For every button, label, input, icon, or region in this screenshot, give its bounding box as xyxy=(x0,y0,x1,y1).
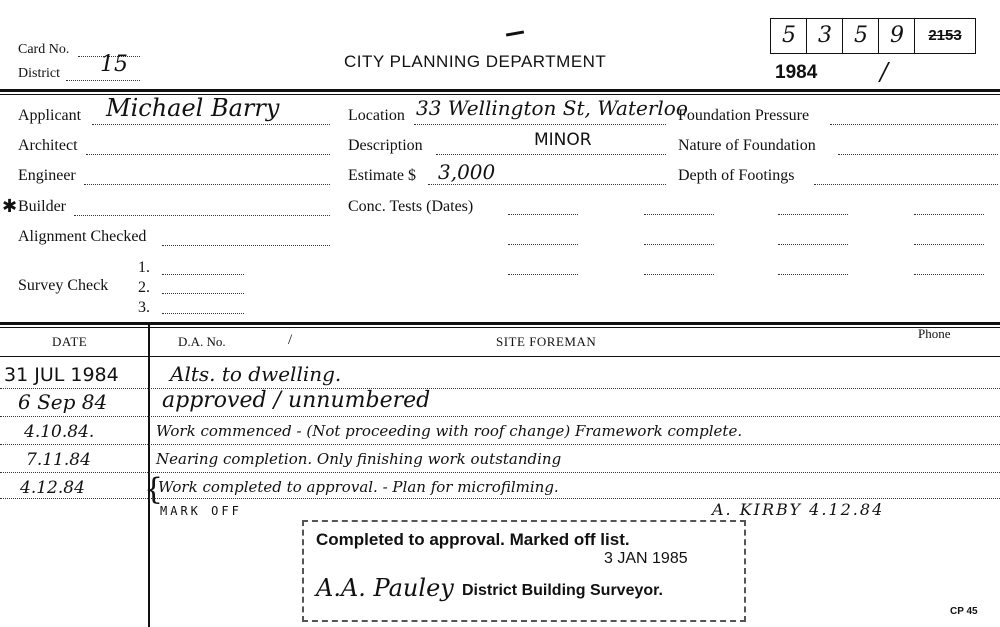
depth-footings-line xyxy=(814,184,998,185)
form-code: CP 45 xyxy=(950,606,978,617)
da-no-header: D.A. No. xyxy=(178,334,226,349)
log-text-4: Nearing completion. Only finishing work outstanding xyxy=(156,450,562,468)
location-label: Location xyxy=(348,107,405,124)
log-date-2: 6 Sep 84 xyxy=(18,390,108,414)
year: 1984 xyxy=(775,62,818,83)
header-mark xyxy=(506,30,524,36)
log-top-rule-thin xyxy=(0,327,1000,328)
log-brace: { xyxy=(144,472,164,507)
architect-label: Architect xyxy=(18,137,78,154)
estimate-line xyxy=(428,184,666,185)
conc-line-r2c2 xyxy=(644,244,714,245)
conc-line-r1c4 xyxy=(914,214,984,215)
number-box-5: 2153 xyxy=(914,18,976,54)
number-box-1: 5 xyxy=(770,18,807,54)
conc-line-r3c4 xyxy=(914,274,984,275)
survey-line-3 xyxy=(162,313,244,314)
foundation-pressure-label: Foundation Pressure xyxy=(678,107,810,124)
description-label: Description xyxy=(348,137,423,154)
description-value: MINOR xyxy=(534,130,592,150)
district-value: 15 xyxy=(100,52,128,77)
survey-num-2: 2. xyxy=(138,279,150,296)
site-foreman-header: SITE FOREMAN xyxy=(496,334,597,349)
log-date-4: 7.11.84 xyxy=(26,450,91,470)
conc-line-r3c1 xyxy=(508,274,578,275)
survey-num-3: 3. xyxy=(138,299,150,316)
number-box-4: 9 xyxy=(878,18,915,54)
log-date-3: 4.10.84. xyxy=(24,422,95,442)
log-line-2 xyxy=(0,416,1000,417)
nature-foundation-line xyxy=(838,154,998,155)
architect-line xyxy=(86,154,330,155)
survey-num-1: 1. xyxy=(138,259,150,276)
district-line xyxy=(66,80,140,81)
description-line xyxy=(436,154,666,155)
log-text-5: Work completed to approval. - Plan for microfilming. xyxy=(158,478,559,496)
conc-tests-label: Conc. Tests (Dates) xyxy=(348,198,474,215)
da-no-slash: / xyxy=(288,332,293,348)
header-rule xyxy=(0,89,1000,92)
conc-line-r1c2 xyxy=(644,214,714,215)
log-text-1: Alts. to dwelling. xyxy=(170,362,342,386)
card-no-label: Card No. xyxy=(18,42,70,57)
log-line-1 xyxy=(0,388,1000,389)
number-box-3: 5 xyxy=(842,18,879,54)
survey-line-2 xyxy=(162,293,244,294)
log-date-1: 31 JUL 1984 xyxy=(4,364,119,386)
engineer-line xyxy=(84,184,330,185)
conc-line-r2c1 xyxy=(508,244,578,245)
applicant-label: Applicant xyxy=(18,107,82,124)
estimate-label: Estimate $ xyxy=(348,167,416,184)
year-slash: / xyxy=(880,58,889,86)
nature-foundation-label: Nature of Foundation xyxy=(678,137,816,154)
builder-label: Builder xyxy=(18,198,66,215)
conc-line-r3c3 xyxy=(778,274,848,275)
date-header: DATE xyxy=(52,334,88,349)
foundation-pressure-line xyxy=(830,124,998,125)
log-top-rule xyxy=(0,322,1000,325)
log-text-3: Work commenced - (Not proceeding with roof change) Framework complete. xyxy=(156,422,743,440)
builder-mark: ✱ xyxy=(2,196,18,217)
district-label: District xyxy=(18,66,60,81)
log-date-5: 4.12.84 xyxy=(20,478,85,498)
survey-label: Survey Check xyxy=(18,277,109,294)
conc-line-r1c1 xyxy=(508,214,578,215)
depth-footings-label: Depth of Footings xyxy=(678,167,795,184)
department-title: CITY PLANNING DEPARTMENT xyxy=(344,52,607,71)
conc-line-r2c3 xyxy=(778,244,848,245)
log-line-5 xyxy=(0,498,1000,499)
log-line-3 xyxy=(0,444,1000,445)
survey-line-1 xyxy=(162,274,244,275)
log-header-rule xyxy=(0,356,1000,357)
stamp-role: District Building Surveyor. xyxy=(462,582,663,599)
conc-line-r3c2 xyxy=(644,274,714,275)
phone-header: Phone xyxy=(918,326,951,341)
estimate-value: 3,000 xyxy=(438,160,496,184)
location-line xyxy=(414,124,666,125)
engineer-label: Engineer xyxy=(18,167,76,184)
number-box-2: 3 xyxy=(806,18,843,54)
stamp-signature: A.A. Pauley xyxy=(316,574,454,602)
log-signoff: A. KIRBY 4.12.84 xyxy=(712,500,885,519)
conc-line-r1c3 xyxy=(778,214,848,215)
location-value: 33 Wellington St, Waterloo xyxy=(416,96,688,120)
log-text-6: MARK OFF xyxy=(160,504,242,518)
stamp-line1: Completed to approval. Marked off list. xyxy=(316,530,630,549)
applicant-value: Michael Barry xyxy=(106,94,280,122)
stamp-date: 3 JAN 1985 xyxy=(604,550,688,567)
applicant-line xyxy=(92,124,330,125)
log-text-2: approved / unnumbered xyxy=(162,388,431,413)
conc-line-r2c4 xyxy=(914,244,984,245)
builder-line xyxy=(74,215,330,216)
alignment-line xyxy=(162,245,330,246)
alignment-label: Alignment Checked xyxy=(18,228,147,245)
